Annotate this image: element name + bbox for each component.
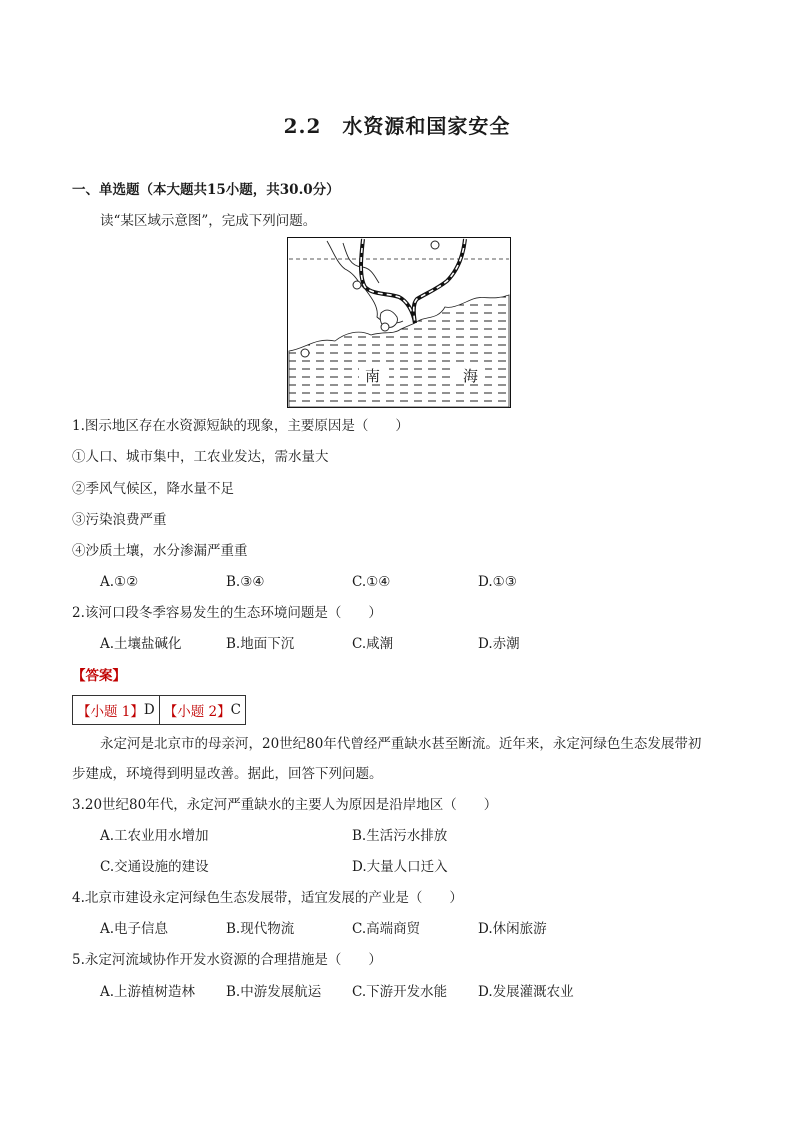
question-4-option-c: C.高端商贸 <box>352 921 421 937</box>
page-title: 2.2 水资源和国家安全 <box>283 114 511 138</box>
question-5-option-b: B.中游发展航运 <box>226 984 322 1000</box>
intro-text: 读“某区域示意图”，完成下列问题。 <box>100 213 317 229</box>
question-3-stem: 3.20世纪80年代，永定河严重缺水的主要人为原因是沿岸地区（ ） <box>72 797 498 813</box>
section-heading: 一、单选题（本大题共15小题，共30.0分） <box>72 182 340 198</box>
question-1-option-b: B.③④ <box>226 574 265 590</box>
question-2-option-d: D.赤潮 <box>478 636 520 652</box>
question-3-option-d: D.大量人口迁入 <box>352 859 448 875</box>
question-5-option-c: C.下游开发水能 <box>352 984 448 1000</box>
question-3-option-c: C.交通设施的建设 <box>100 859 209 875</box>
region-map <box>287 237 511 408</box>
question-4-option-b: B.现代物流 <box>226 921 295 937</box>
question-3-option-a: A.工农业用水增加 <box>100 828 209 844</box>
question-4-stem: 4.北京市建设永定河绿色生态发展带，适宜发展的产业是（ ） <box>72 890 463 906</box>
map-label-south: 南 <box>365 367 381 385</box>
answer-cell-1 <box>73 696 160 724</box>
answer-tag: 【小题 2】 <box>163 704 231 720</box>
question-1-item: ②季风气候区，降水量不足 <box>72 481 234 497</box>
answer-value: C <box>230 702 241 718</box>
question-5-option-d: D.发展灌溉农业 <box>478 984 574 1000</box>
question-4-option-d: D.休闲旅游 <box>478 921 547 937</box>
question-3-option-b: B.生活污水排放 <box>352 828 448 844</box>
answer-value: D <box>143 702 155 718</box>
passage-line-1: 永定河是北京市的母亲河，20世纪80年代曾经严重缺水甚至断流。近年来，永定河绿色生态发展带初 <box>100 736 702 752</box>
answer-tag: 【小题 1】 <box>77 704 144 720</box>
question-1-option-a: A.①② <box>100 574 139 590</box>
question-1-stem: 1.图示地区存在水资源短缺的现象，主要原因是（ ） <box>72 418 409 434</box>
answer-cell-2 <box>160 696 245 724</box>
question-2-stem: 2.该河口段冬季容易发生的生态环境问题是（ ） <box>72 605 382 621</box>
passage-line-2: 步建成，环境得到明显改善。据此，回答下列问题。 <box>72 766 383 782</box>
question-1-option-c: C.①④ <box>352 574 391 590</box>
question-5-option-a: A.上游植树造林 <box>100 984 196 1000</box>
question-1-item: ④沙质土壤，水分渗漏严重重 <box>72 543 248 559</box>
question-2-option-a: A.土壤盐碱化 <box>100 636 182 652</box>
question-2-option-c: C.咸潮 <box>352 636 394 652</box>
question-1-option-d: D.①③ <box>478 574 517 590</box>
question-2-option-b: B.地面下沉 <box>226 636 295 652</box>
question-5-stem: 5.永定河流域协作开发水资源的合理措施是（ ） <box>72 952 382 968</box>
map-label-sea: 海 <box>463 367 479 385</box>
question-1-item: ③污染浪费严重 <box>72 512 167 528</box>
answer-table <box>72 695 246 725</box>
question-4-option-a: A.电子信息 <box>100 921 169 937</box>
question-1-item: ①人口、城市集中，工农业发达，需水量大 <box>72 449 329 465</box>
answer-label: 【答案】 <box>72 668 126 684</box>
